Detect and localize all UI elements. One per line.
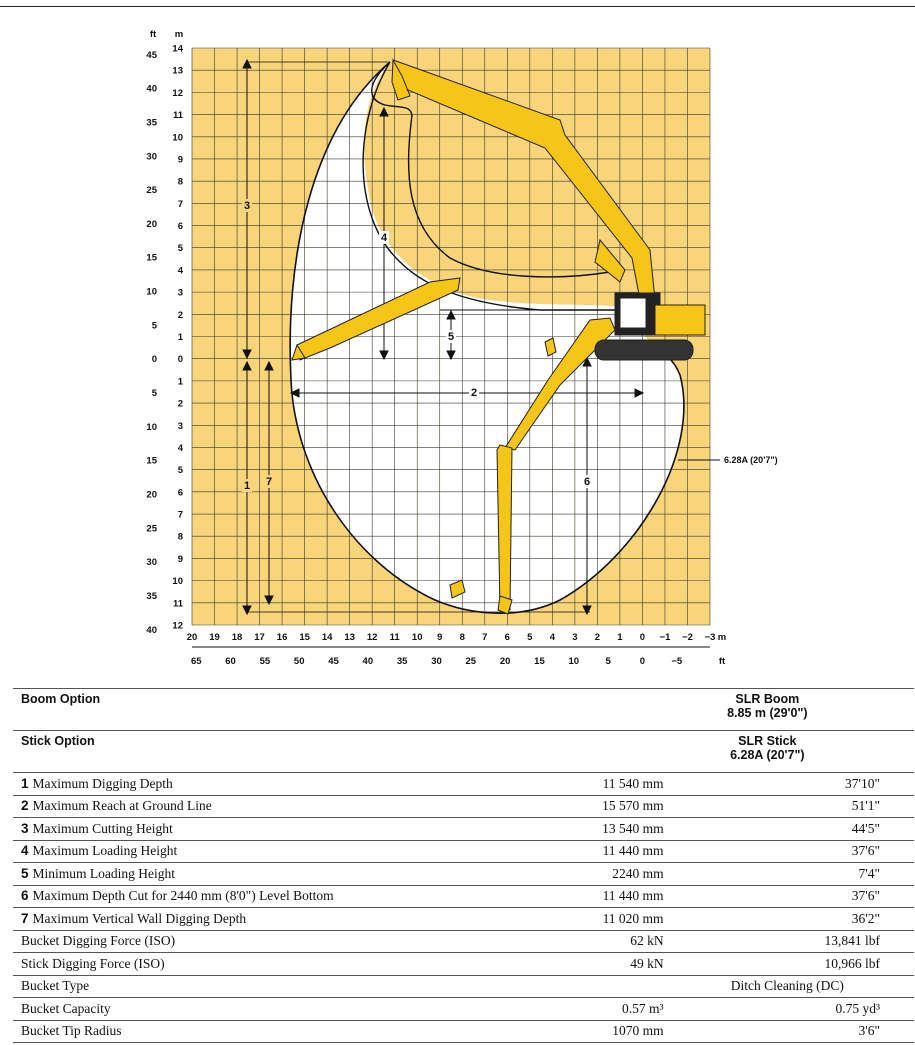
dimension-label: Maximum Loading Height — [32, 843, 178, 859]
dimension-label: Maximum Depth Cut for 2440 mm (8'0") Level Bottom — [32, 888, 334, 904]
y-tick-ft: 15 — [146, 252, 157, 264]
boom-option-label: Boom Option — [13, 689, 469, 731]
stick-digging-row — [13, 953, 914, 976]
y-tick-ft: 10 — [146, 421, 157, 433]
dimension-row — [13, 773, 914, 796]
dimension-marker-7: 7 — [265, 476, 273, 488]
bucket-digging-metric: 62 kN — [469, 930, 694, 953]
y-tick-m: 13 — [172, 65, 183, 77]
x-tick-ft: 15 — [534, 656, 545, 667]
x-tick-ft: 55 — [259, 656, 271, 667]
dimension-label-cell — [13, 818, 469, 841]
y-tick-m: 0 — [177, 354, 183, 366]
dimension-row — [13, 795, 914, 818]
dimension-number: 5 — [21, 865, 29, 881]
dimension-marker-3: 3 — [243, 200, 251, 212]
boom-option-row — [13, 689, 914, 731]
y-tick-m: 7 — [177, 198, 183, 210]
y-tick-m: 3 — [177, 287, 183, 299]
dimension-imperial: 37'10" — [694, 773, 914, 796]
y-tick-ft: 5 — [151, 320, 157, 332]
y-tick-ft: 10 — [146, 286, 157, 298]
y-tick-m: 5 — [177, 465, 183, 477]
y-tick-m: 1 — [177, 332, 183, 343]
dimension-label-cell — [13, 773, 469, 796]
bucket-digging-row — [13, 930, 914, 953]
dimension-metric: 11 020 mm — [469, 908, 694, 931]
stick-digging-label: Stick Digging Force (ISO) — [13, 953, 469, 976]
y-tick-m: 9 — [177, 154, 183, 166]
y-tick-m: 3 — [177, 420, 183, 432]
dimension-imperial: 36'2" — [694, 908, 914, 931]
stick-option-row — [13, 731, 914, 773]
y-tick-ft: 20 — [146, 218, 157, 230]
y-tick-m: 4 — [177, 265, 183, 277]
x-tick-m: 19 — [209, 632, 220, 643]
stick-option-value — [469, 731, 914, 773]
x-tick-ft: 50 — [293, 656, 305, 667]
dimension-rows — [13, 773, 914, 931]
dimension-metric: 11 440 mm — [469, 840, 694, 863]
y-unit-ft: ft — [149, 29, 157, 40]
y-tick-m: 2 — [177, 309, 183, 321]
y-tick-m: 7 — [177, 509, 183, 521]
dimension-imperial: 44'5" — [694, 818, 914, 841]
dimension-label: Maximum Cutting Height — [32, 820, 173, 836]
x-tick-m: 4 — [549, 632, 555, 643]
x-tick-m: 16 — [276, 632, 288, 643]
y-tick-m: 8 — [177, 176, 183, 188]
dimension-marker-2: 2 — [470, 387, 478, 399]
x-tick-m: 5 — [527, 632, 533, 643]
bucket-type-value: Ditch Cleaning (DC) — [469, 975, 914, 998]
y-tick-m: 12 — [172, 620, 183, 632]
y-tick-ft: 0 — [151, 354, 157, 366]
y-tick-m: 1 — [177, 376, 183, 388]
y-tick-ft: 5 — [151, 388, 157, 400]
x-tick-m: 17 — [254, 632, 265, 643]
bucket-capacity-row — [13, 998, 914, 1021]
bucket-capacity-metric: 0.57 m³ — [469, 998, 694, 1021]
stick-digging-imperial: 10,966 lbf — [694, 953, 914, 976]
dimension-metric: 11 440 mm — [469, 885, 694, 908]
dimension-label-cell — [13, 908, 469, 931]
x-tick-ft: −5 — [671, 656, 683, 667]
dimension-imperial: 37'6" — [694, 840, 914, 863]
x-tick-ft: 65 — [190, 656, 202, 667]
y-tick-ft: 40 — [146, 624, 157, 636]
stick-value-line1: SLR Stick — [738, 734, 797, 748]
y-tick-ft: 35 — [146, 590, 157, 602]
dimension-number: 7 — [21, 910, 29, 926]
bucket-capacity-label: Bucket Capacity — [13, 998, 469, 1021]
x-tick-m: −3 — [704, 632, 716, 643]
x-tick-ft: 40 — [362, 656, 374, 667]
x-tick-m: 14 — [321, 632, 333, 643]
x-tick-ft: 5 — [605, 656, 611, 667]
dimension-label: Minimum Loading Height — [32, 865, 176, 881]
dimension-marker-4: 4 — [380, 232, 388, 244]
dimension-number: 6 — [21, 888, 29, 904]
dimension-label-cell — [13, 840, 469, 863]
y-tick-m: 6 — [177, 487, 183, 499]
dimension-row — [13, 840, 914, 863]
y-tick-ft: 25 — [146, 185, 157, 197]
specifications-table — [13, 688, 914, 1043]
dimension-imperial: 51'1" — [694, 795, 914, 818]
x-tick-ft: 0 — [639, 656, 646, 667]
y-tick-m: 11 — [172, 110, 183, 122]
y-tick-ft: 40 — [146, 83, 157, 95]
y-tick-m: 8 — [177, 531, 183, 543]
bucket-tip-metric: 1070 mm — [469, 1020, 694, 1043]
bucket-tip-imperial: 3'6" — [694, 1020, 914, 1043]
y-tick-ft: 25 — [146, 523, 157, 535]
x-tick-m: 1 — [617, 632, 623, 643]
dimension-row — [13, 885, 914, 908]
y-tick-ft: 35 — [146, 117, 157, 129]
x-tick-ft: 45 — [328, 656, 339, 667]
x-tick-ft: 35 — [396, 656, 408, 667]
x-tick-m: 6 — [504, 632, 510, 643]
dimension-number: 3 — [21, 820, 29, 836]
dimension-imperial: 37'6" — [694, 885, 914, 908]
y-tick-m: 11 — [172, 598, 183, 610]
dimension-label: Maximum Digging Depth — [32, 775, 173, 791]
stick-digging-metric: 49 kN — [469, 953, 694, 976]
x-tick-m: 7 — [482, 632, 488, 643]
x-tick-ft: 20 — [499, 656, 511, 667]
x-tick-m: 2 — [594, 632, 601, 643]
stick-callout: 6.28A (20'7") — [724, 455, 778, 465]
y-tick-ft: 45 — [146, 49, 157, 61]
bucket-type-row — [13, 975, 914, 998]
x-tick-m: −2 — [682, 632, 693, 643]
y-tick-m: 2 — [177, 398, 183, 410]
x-tick-ft: 60 — [225, 656, 236, 667]
dimension-label: Maximum Vertical Wall Digging Depth — [32, 910, 247, 926]
x-tick-m: 13 — [344, 632, 355, 643]
dimension-label-cell — [13, 795, 469, 818]
y-tick-m: 12 — [172, 87, 183, 99]
dimension-row — [13, 818, 914, 841]
y-tick-ft: 30 — [146, 557, 157, 569]
y-tick-ft: 20 — [146, 489, 157, 501]
boom-value-line2: 8.85 m (29'0") — [727, 706, 808, 720]
bucket-tip-label: Bucket Tip Radius — [13, 1020, 469, 1043]
bucket-type-label: Bucket Type — [13, 975, 469, 998]
dimension-imperial: 7'4" — [694, 863, 914, 886]
stick-value-line2: 6.28A (20'7") — [730, 748, 805, 762]
x-tick-m: 20 — [186, 632, 198, 643]
y-tick-m: 14 — [172, 43, 183, 55]
x-tick-m: 18 — [231, 632, 243, 643]
dimension-marker-1: 1 — [243, 480, 251, 492]
stick-option-label: Stick Option — [13, 731, 469, 773]
dimension-number: 2 — [21, 798, 29, 814]
dimension-metric: 13 540 mm — [469, 818, 694, 841]
x-tick-m: 11 — [389, 632, 400, 643]
dimension-label: Maximum Reach at Ground Line — [32, 798, 212, 814]
boom-value-line1: SLR Boom — [735, 692, 800, 706]
x-tick-ft: 10 — [568, 656, 580, 667]
y-tick-ft: 15 — [146, 455, 157, 467]
y-tick-ft: 30 — [146, 151, 157, 163]
x-tick-ft: 30 — [431, 656, 442, 667]
dimension-metric: 2240 mm — [469, 863, 694, 886]
x-tick-ft: 25 — [465, 656, 477, 667]
dimension-label-cell — [13, 863, 469, 886]
x-tick-m: 3 — [572, 632, 578, 643]
y-unit-m: m — [174, 29, 184, 40]
x-tick-m: 9 — [437, 632, 443, 643]
x-unit-ft: ft — [718, 656, 726, 667]
y-tick-m: 10 — [172, 576, 183, 588]
dimension-row — [13, 863, 914, 886]
x-tick-m: 10 — [411, 632, 423, 643]
y-tick-m: 9 — [177, 553, 183, 565]
x-tick-m: 15 — [299, 632, 310, 643]
dimension-number: 4 — [21, 843, 29, 859]
dimension-number: 1 — [21, 775, 29, 791]
dimension-metric: 15 570 mm — [469, 795, 694, 818]
dimension-metric: 11 540 mm — [469, 773, 694, 796]
dimension-marker-5: 5 — [447, 331, 455, 343]
bucket-capacity-imperial: 0.75 yd³ — [694, 998, 914, 1021]
dimension-label-cell — [13, 885, 469, 908]
bucket-tip-row — [13, 1020, 914, 1043]
y-tick-m: 5 — [177, 243, 183, 255]
x-unit-m: m — [717, 632, 727, 643]
boom-option-value — [469, 689, 914, 731]
y-tick-m: 4 — [177, 442, 183, 454]
x-tick-m: −1 — [659, 632, 671, 643]
bucket-digging-imperial: 13,841 lbf — [694, 930, 914, 953]
y-tick-m: 6 — [177, 221, 183, 233]
x-tick-m: 8 — [459, 632, 465, 643]
x-tick-m: 12 — [366, 632, 378, 643]
dimension-row — [13, 908, 914, 931]
y-tick-m: 10 — [172, 132, 183, 144]
x-tick-m: 0 — [639, 632, 646, 643]
bucket-digging-label: Bucket Digging Force (ISO) — [13, 930, 469, 953]
dimension-marker-6: 6 — [583, 476, 591, 488]
